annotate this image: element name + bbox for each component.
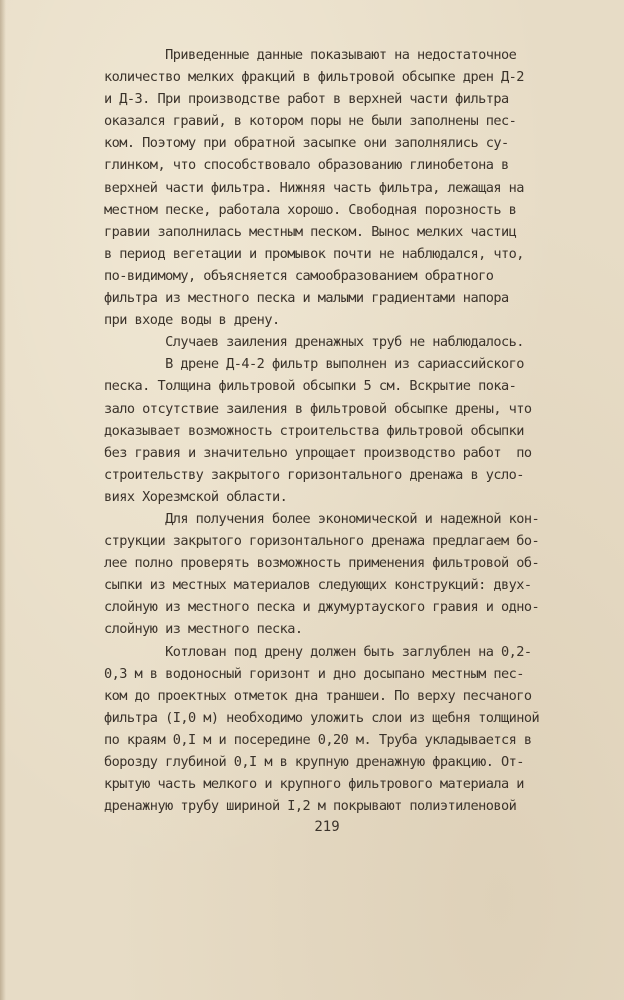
text-line: фильтра (I,0 м) необходимо уложить слои из щебня толщиной	[104, 709, 540, 726]
text-line: гравии заполнилась местным песком. Вынос мелких частиц	[104, 223, 517, 240]
page-number: 219	[314, 819, 340, 835]
text-line: борозду глубиной 0,I м в крупную дренажную фракцию. От-	[104, 754, 524, 770]
text-line: Для получения более экономической и надежной кон-	[104, 510, 540, 527]
text-line: песка. Толщина фильтровой обсыпки 5 см. Вскрытие пока-	[104, 378, 517, 395]
text-line: оказался гравий, в котором поры не были заполнены пес-	[104, 113, 517, 130]
text-line: без гравия и значительно упрощает производство работ по	[104, 444, 532, 461]
text-line: по краям 0,I м и посередине 0,20 м. Труба укладывается в	[104, 731, 532, 748]
text-line: 0,3 м в водоносный горизонт и дно досыпано местным пес-	[104, 665, 524, 682]
text-line: строительству закрытого горизонтального дренажа в усло-	[104, 466, 524, 483]
text-line: В дрене Д-4-2 фильтр выполнен из сариассийского	[104, 356, 524, 373]
page-edge-shadow	[0, 0, 6, 1000]
text-line: и Д-3. При производстве работ в верхней части фильтра	[104, 91, 509, 108]
body-text	[104, 44, 540, 817]
text-line: слойную из местного песка.	[104, 621, 303, 638]
text-line: ком до проектных отметок дна траншеи. По верху песчаного	[104, 687, 532, 704]
text-line: при входе воды в дрену.	[104, 312, 280, 329]
text-line: крытую часть мелкого и крупного фильтрового материала и	[104, 776, 524, 793]
text-line: слойную из местного песка и джумуртауского гравия и одно-	[104, 599, 540, 616]
text-line: Котлован под дрену должен быть заглублен на 0,2-	[104, 643, 532, 660]
text-line: сыпки из местных материалов следующих конструкций: двух-	[104, 577, 532, 594]
text-line: зало отсутствие заиления в фильтровой обсыпке дрены, что	[104, 400, 532, 417]
text-line: доказывает возможность строительства фильтровой обсыпки	[104, 422, 524, 439]
text-line: Приведенные данные показывают на недостаточное	[104, 47, 517, 63]
text-line: по-видимому, объясняется самообразованием обратного	[104, 267, 494, 284]
text-line: фильтра из местного песка и малыми градиентами напора	[104, 290, 509, 307]
text-line: глинком, что способствовало образованию глинобетона в	[104, 157, 509, 174]
text-line: количество мелких фракций в фильтровой обсыпке дрен Д-2	[104, 69, 524, 86]
text-line: верхней части фильтра. Нижняя часть фильтра, лежащая на	[104, 179, 524, 196]
text-line: лее полно проверять возможность применения фильтровой об-	[104, 555, 540, 572]
text-line: местном песке, работала хорошо. Свободная порозность в	[104, 201, 517, 218]
text-line: ком. Поэтому при обратной засыпке они заполнялись су-	[104, 135, 509, 152]
text-line: дренажную трубу шириной I,2 м покрывают полиэтиленовой	[104, 798, 517, 815]
text-line: Случаев заиления дренажных труб не наблюдалось.	[104, 334, 524, 351]
text-line: струкции закрытого горизонтального дренажа предлагаем бо-	[104, 533, 540, 550]
text-line: виях Хорезмской области.	[104, 488, 288, 505]
text-line: в период вегетации и промывок почти не наблюдался, что,	[104, 245, 524, 262]
